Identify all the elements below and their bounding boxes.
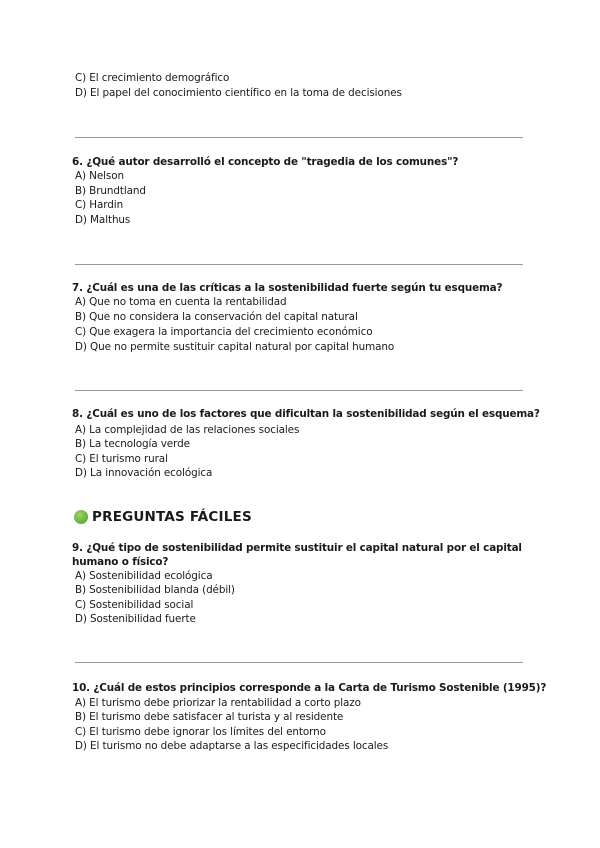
question-9-line-1: 9. ¿Qué tipo de sostenibilidad permite sustituir el capital natural por el capital [72,542,522,554]
q9-option-b: B) Sostenibilidad blanda (débil) [75,584,235,596]
divider [75,662,523,663]
q9-option-a: A) Sostenibilidad ecológica [75,570,213,582]
question-8: 8. ¿Cuál es uno de los factores que dificultan la sostenibilidad según el esquema? [72,408,540,420]
q10-option-c: C) El turismo debe ignorar los límites del entorno [75,726,326,738]
q7-option-d: D) Que no permite sustituir capital natural por capital humano [75,341,395,353]
q7-option-b: B) Que no considera la conservación del capital natural [75,311,358,323]
divider [75,390,523,391]
q9-option-c: C) Sostenibilidad social [75,599,194,611]
question-6: 6. ¿Qué autor desarrolló el concepto de "tragedia de los comunes"? [72,156,459,168]
q6-option-a: A) Nelson [75,170,124,182]
q6-option-c: C) Hardin [75,199,124,211]
q8-option-c: C) El turismo rural [75,453,168,465]
question-9-line-2: humano o físico? [72,556,169,568]
green-circle-icon [74,510,88,524]
prev-option-d: D) El papel del conocimiento científico en la toma de decisiones [75,87,402,99]
divider [75,264,523,265]
q8-option-b: B) La tecnología verde [75,438,190,450]
q10-option-b: B) El turismo debe satisfacer al turista y al residente [75,711,344,723]
q9-option-d: D) Sostenibilidad fuerte [75,613,196,625]
q10-option-a: A) El turismo debe priorizar la rentabilidad a corto plazo [75,697,361,709]
q8-option-a: A) La complejidad de las relaciones sociales [75,424,300,436]
divider [75,137,523,138]
section-heading [74,509,252,525]
q6-option-b: B) Brundtland [75,185,146,197]
q7-option-c: C) Que exagera la importancia del crecimiento económico [75,326,373,338]
q8-option-d: D) La innovación ecológica [75,467,213,479]
section-title: PREGUNTAS FÁCILES [92,509,252,525]
q7-option-a: A) Que no toma en cuenta la rentabilidad [75,296,287,308]
prev-option-c: C) El crecimiento demográfico [75,72,230,84]
question-10: 10. ¿Cuál de estos principios corresponde a la Carta de Turismo Sostenible (1995)? [72,682,547,694]
q10-option-d: D) El turismo no debe adaptarse a las especificidades locales [75,740,389,752]
question-7: 7. ¿Cuál es una de las críticas a la sostenibilidad fuerte según tu esquema? [72,282,503,294]
q6-option-d: D) Malthus [75,214,131,226]
